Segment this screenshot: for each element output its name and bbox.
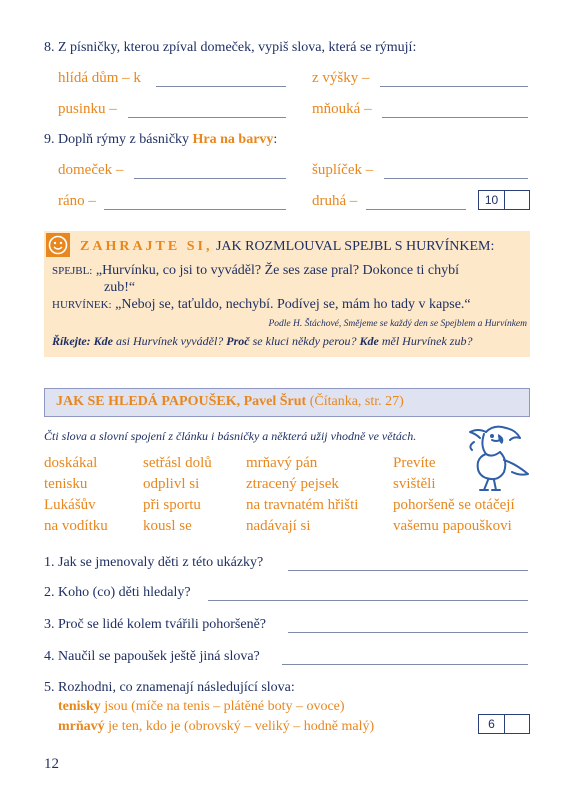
q8-item-1: hlídá dům – k	[58, 70, 141, 86]
word: odplivl si	[143, 476, 200, 492]
word: na vodítku	[44, 518, 108, 534]
reading-instruction: Čti slova a slovní spojení z článku i básničky a některá užij vhodně ve větách.	[44, 429, 417, 443]
question-1: 1. Jak se jmenovaly děti z této ukázky?	[44, 555, 264, 570]
q8-item-4: mňouká –	[312, 101, 372, 117]
q8-prompt: 8. Z písničky, kterou zpíval domeček, vypiš slova, která se rýmují:	[44, 40, 417, 55]
spejbl-line: SPEJBL: „Hurvínku, co jsi to vyváděl? Že ses zase pral? Dokonce ti chybí	[52, 263, 459, 278]
question-2: 2. Koho (co) děti hledaly?	[44, 585, 191, 600]
word: doskákal	[44, 455, 98, 471]
question-3: 3. Proč se lidé kolem tvářili pohoršeně?	[44, 617, 266, 632]
answer-line[interactable]	[282, 664, 528, 665]
word: pohoršeně se otáčejí	[393, 497, 515, 513]
q8-item-2: z výšky –	[312, 70, 370, 86]
score-max: 10	[479, 191, 505, 209]
word: na travnatém hřišti	[246, 497, 359, 513]
answer-line[interactable]	[208, 600, 528, 601]
word: tenisku	[44, 476, 88, 492]
page-number: 12	[44, 756, 59, 772]
score-max: 6	[479, 715, 505, 733]
q8-item-3: pusinku –	[58, 101, 117, 117]
q9-prompt: 9. Doplň rýmy z básničky Hra na barvy:	[44, 132, 278, 147]
answer-line[interactable]	[128, 117, 286, 118]
spejbl-line-2: zub!“	[104, 280, 136, 295]
q9-item-4: druhá –	[312, 193, 358, 209]
word: vašemu papouškovi	[393, 518, 512, 534]
answer-line[interactable]	[380, 86, 528, 87]
word: Prevíte	[393, 455, 436, 471]
answer-line[interactable]	[134, 178, 286, 179]
question-5: 5. Rozhodni, co znamenají následující slova:	[44, 680, 295, 695]
question-4: 4. Naučil se papoušek ještě jiná slova?	[44, 649, 260, 664]
word: Lukášův	[44, 497, 96, 513]
answer-line[interactable]	[288, 632, 528, 633]
word: setřásl dolů	[143, 455, 212, 471]
score-box[interactable]	[478, 714, 530, 734]
parrot-illustration	[456, 420, 536, 498]
play-questions: Říkejte: Kde asi Hurvínek vyváděl? Proč se kluci někdy perou? Kde měl Hurvínek zub?	[52, 334, 473, 348]
q9-item-3: ráno –	[58, 193, 96, 209]
answer-line[interactable]	[288, 570, 528, 571]
word: při sportu	[143, 497, 201, 513]
reading-title: JAK SE HLEDÁ PAPOUŠEK, Pavel Šrut (Čítanka, str. 27)	[56, 394, 404, 409]
q9-item-2: šuplíček –	[312, 162, 374, 178]
q9-item-1: domeček –	[58, 162, 124, 178]
word: mrňavý pán	[246, 455, 318, 471]
play-title: ZAHRAJTE SI, JAK ROZMLOUVAL SPEJBL S HURVÍNKEM:	[80, 239, 495, 254]
word: ztracený pejsek	[246, 476, 339, 492]
answer-line[interactable]	[382, 117, 528, 118]
answer-line[interactable]	[104, 209, 286, 210]
q5-option-1: tenisky jsou (míče na tenis – plátěné boty – ovoce)	[58, 699, 345, 714]
hurvinek-line: HURVÍNEK: „Neboj se, taťuldo, nechybí. Podívej se, mám ho tady v kapse.“	[52, 297, 471, 312]
answer-line[interactable]	[384, 178, 528, 179]
word: nadávají si	[246, 518, 311, 534]
answer-line[interactable]	[156, 86, 286, 87]
word: svištěli	[393, 476, 436, 492]
smiley-icon	[46, 233, 70, 257]
q5-option-2: mrňavý je ten, kdo je (obrovský – veliký – hodně malý)	[58, 719, 375, 734]
word: kousl se	[143, 518, 192, 534]
answer-line[interactable]	[366, 209, 466, 210]
play-source: Podle H. Štáchové, Smějeme se každý den se Spejblem a Hurvínkem	[268, 319, 527, 329]
score-box[interactable]	[478, 190, 530, 210]
